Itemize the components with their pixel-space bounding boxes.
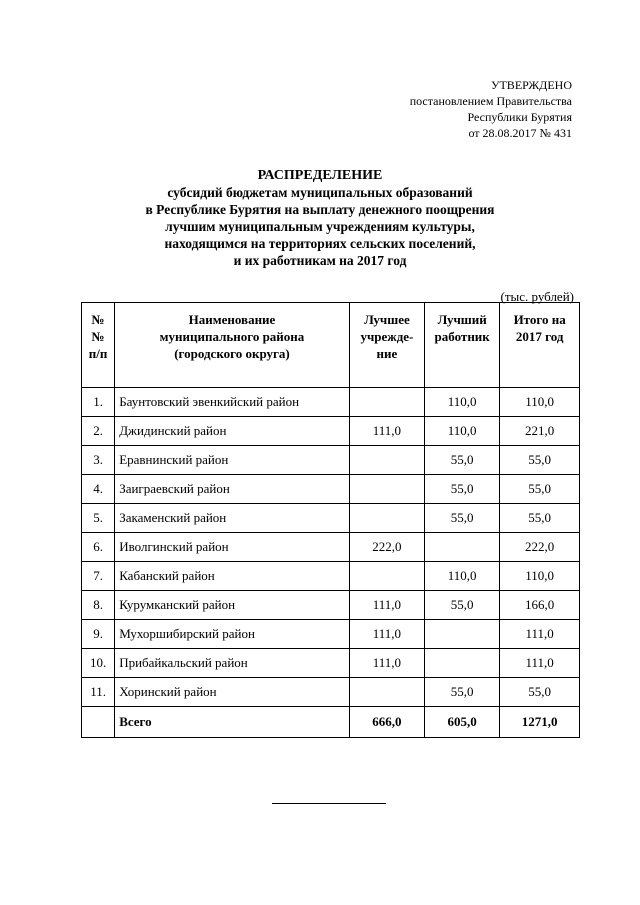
row-num-cell: 5. xyxy=(82,504,115,533)
approval-date: от 28.08.2017 № 431 xyxy=(468,126,572,140)
table-row xyxy=(82,417,580,446)
title-line: субсидий бюджетам муниципальных образований xyxy=(167,185,473,200)
row-num-cell: 3. xyxy=(82,446,115,475)
row-worker-cell xyxy=(425,620,500,649)
header-best-institution: Лучшее учрежде- ние xyxy=(349,303,424,388)
title-line: лучшим муниципальным учреждениям культуры, xyxy=(165,219,475,234)
row-worker-cell: 55,0 xyxy=(425,678,500,707)
total-inst: 666,0 xyxy=(349,707,424,738)
header-name: Наименование муниципального района (городского округа) xyxy=(115,303,350,388)
row-inst-cell: 222,0 xyxy=(349,533,424,562)
row-total-cell: 111,0 xyxy=(500,620,580,649)
footer-divider xyxy=(272,803,386,804)
approval-stamp xyxy=(410,77,572,141)
row-inst-cell: 111,0 xyxy=(349,620,424,649)
row-total-cell: 111,0 xyxy=(500,649,580,678)
table-header-row xyxy=(82,303,580,388)
row-num-cell: 6. xyxy=(82,533,115,562)
row-num-cell: 8. xyxy=(82,591,115,620)
table-row xyxy=(82,649,580,678)
row-inst-cell: 111,0 xyxy=(349,417,424,446)
row-num-cell: 4. xyxy=(82,475,115,504)
row-name-cell: Еравнинский район xyxy=(115,446,350,475)
title-line: находящимся на территориях сельских поселений, xyxy=(164,236,476,251)
row-name-cell: Джидинский район xyxy=(115,417,350,446)
total-worker: 605,0 xyxy=(425,707,500,738)
row-worker-cell xyxy=(425,649,500,678)
row-num-cell: 11. xyxy=(82,678,115,707)
row-worker-cell: 110,0 xyxy=(425,417,500,446)
row-num-cell: 9. xyxy=(82,620,115,649)
row-worker-cell: 55,0 xyxy=(425,446,500,475)
row-total-cell: 110,0 xyxy=(500,562,580,591)
header-num: №№ п/п xyxy=(82,303,115,388)
row-inst-cell xyxy=(349,678,424,707)
row-total-cell: 55,0 xyxy=(500,678,580,707)
row-worker-cell: 55,0 xyxy=(425,504,500,533)
header-best-worker: Лучший работник xyxy=(425,303,500,388)
row-total-cell: 55,0 xyxy=(500,475,580,504)
row-name-cell: Мухоршибирский район xyxy=(115,620,350,649)
row-name-cell: Кабанский район xyxy=(115,562,350,591)
table-row xyxy=(82,620,580,649)
title-main: РАСПРЕДЕЛЕНИЕ xyxy=(257,168,383,183)
row-total-cell: 110,0 xyxy=(500,388,580,417)
row-worker-cell: 55,0 xyxy=(425,475,500,504)
document-title xyxy=(0,167,640,269)
row-name-cell: Иволгинский район xyxy=(115,533,350,562)
approval-title: УТВЕРЖДЕНО xyxy=(490,78,572,92)
table-row xyxy=(82,678,580,707)
row-total-cell: 222,0 xyxy=(500,533,580,562)
row-num-cell: 2. xyxy=(82,417,115,446)
table-total-row xyxy=(82,707,580,738)
table-row xyxy=(82,533,580,562)
total-sum: 1271,0 xyxy=(500,707,580,738)
title-line: и их работникам на 2017 год xyxy=(233,253,407,268)
row-name-cell: Хоринский район xyxy=(115,678,350,707)
row-worker-cell: 55,0 xyxy=(425,591,500,620)
row-num-cell: 10. xyxy=(82,649,115,678)
row-worker-cell: 110,0 xyxy=(425,562,500,591)
row-inst-cell xyxy=(349,562,424,591)
distribution-table xyxy=(81,302,580,738)
row-name-cell: Закаменский район xyxy=(115,504,350,533)
title-line: в Республике Бурятия на выплату денежного поощрения xyxy=(145,202,495,217)
row-inst-cell: 111,0 xyxy=(349,591,424,620)
table-row xyxy=(82,504,580,533)
total-num-cell xyxy=(82,707,115,738)
row-num-cell: 1. xyxy=(82,388,115,417)
total-label: Всего xyxy=(115,707,350,738)
table-row xyxy=(82,446,580,475)
row-inst-cell xyxy=(349,504,424,533)
row-total-cell: 166,0 xyxy=(500,591,580,620)
row-name-cell: Заиграевский район xyxy=(115,475,350,504)
row-total-cell: 55,0 xyxy=(500,504,580,533)
approval-line: постановлением Правительства xyxy=(409,94,572,108)
row-name-cell: Баунтовский эвенкийский район xyxy=(115,388,350,417)
units-label: (тыс. рублей) xyxy=(500,289,574,304)
row-inst-cell: 111,0 xyxy=(349,649,424,678)
table-row xyxy=(82,591,580,620)
approval-line: Республики Бурятия xyxy=(467,110,572,124)
row-name-cell: Прибайкальский район xyxy=(115,649,350,678)
row-worker-cell xyxy=(425,533,500,562)
row-num-cell: 7. xyxy=(82,562,115,591)
row-inst-cell xyxy=(349,475,424,504)
row-total-cell: 55,0 xyxy=(500,446,580,475)
table-row xyxy=(82,388,580,417)
row-inst-cell xyxy=(349,388,424,417)
row-total-cell: 221,0 xyxy=(500,417,580,446)
table-row xyxy=(82,562,580,591)
table-row xyxy=(82,475,580,504)
row-inst-cell xyxy=(349,446,424,475)
row-name-cell: Курумканский район xyxy=(115,591,350,620)
row-worker-cell: 110,0 xyxy=(425,388,500,417)
header-total: Итого на 2017 год xyxy=(500,303,580,388)
